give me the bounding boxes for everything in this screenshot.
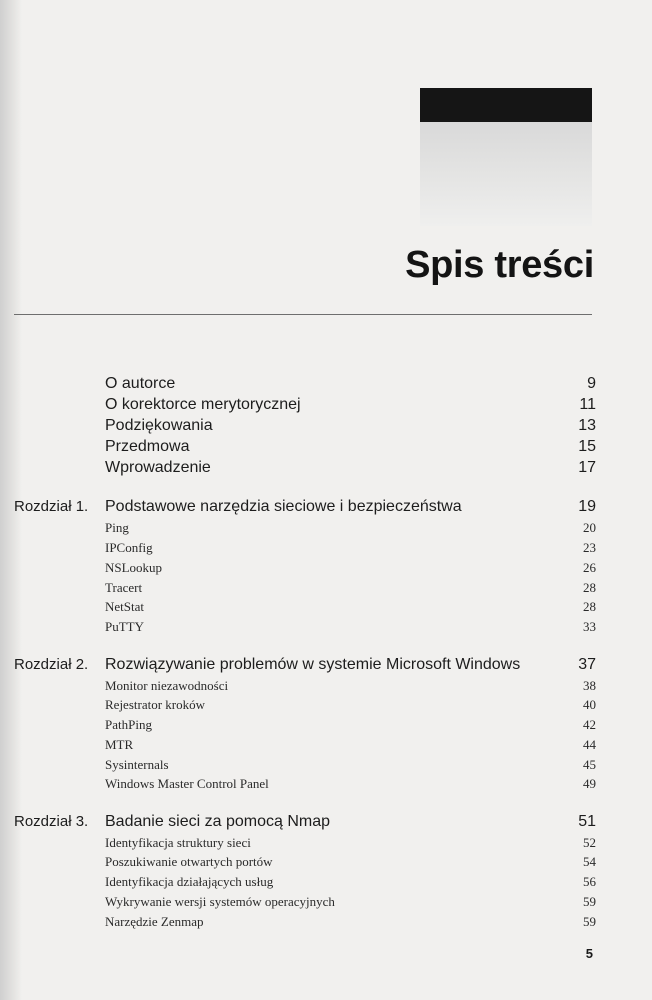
section-page: 42 (583, 717, 596, 732)
toc-entry-title: O korektorce merytorycznej (105, 396, 301, 413)
section-page: 38 (583, 678, 596, 693)
chapter-header-graphic (420, 88, 592, 226)
section-page: 40 (583, 697, 596, 712)
chapter-page: 51 (578, 813, 596, 830)
section-page: 54 (583, 854, 596, 869)
page-title: Spis treści (405, 244, 594, 286)
toc-chapter-3[interactable] (0, 812, 652, 834)
header-gray-fade (420, 122, 592, 226)
section-page: 20 (583, 520, 596, 535)
section-title: Monitor niezawodności (105, 678, 229, 693)
toc-section[interactable] (0, 598, 652, 620)
section-title: Rejestrator kroków (105, 697, 206, 712)
section-page: 26 (583, 560, 596, 575)
section-title: MTR (105, 737, 134, 752)
section-title: Identyfikacja działających usług (105, 874, 274, 889)
toc-entry-page: 11 (579, 396, 596, 413)
title-divider (14, 314, 592, 315)
toc-section[interactable] (0, 873, 652, 895)
section-page: 23 (583, 540, 596, 555)
toc-chapter-1[interactable] (0, 497, 652, 519)
header-black-bar (420, 88, 592, 122)
section-page: 33 (583, 619, 596, 634)
toc-entry-title: Podziękowania (105, 417, 213, 434)
toc-entry-title: Wprowadzenie (105, 459, 211, 476)
section-title: PathPing (105, 717, 152, 732)
section-title: Windows Master Control Panel (105, 776, 269, 791)
section-page: 45 (583, 757, 596, 772)
toc-section[interactable] (0, 539, 652, 561)
toc-entry-front[interactable] (0, 374, 652, 396)
toc-entry-title: Przedmowa (105, 438, 190, 455)
toc-section[interactable] (0, 559, 652, 581)
chapter-title: Badanie sieci za pomocą Nmap (105, 813, 331, 830)
section-page: 28 (583, 599, 596, 614)
chapter-label: Rozdział 1. (14, 498, 89, 515)
toc-section[interactable] (0, 736, 652, 758)
toc-section[interactable] (0, 716, 652, 738)
section-title: Poszukiwanie otwartych portów (105, 854, 273, 869)
section-page: 59 (583, 894, 596, 909)
section-page: 59 (583, 914, 596, 929)
section-title: Narzędzie Zenmap (105, 914, 204, 929)
toc-entry-front[interactable] (0, 395, 652, 417)
section-page: 44 (583, 737, 596, 752)
chapter-label: Rozdział 3. (14, 813, 89, 830)
toc-chapter-2[interactable] (0, 655, 652, 677)
chapter-page: 37 (578, 656, 596, 673)
chapter-label: Rozdział 2. (14, 656, 89, 673)
section-title: NSLookup (105, 560, 163, 575)
toc-entry-front[interactable] (0, 437, 652, 459)
section-title: NetStat (105, 599, 144, 614)
chapter-title: Podstawowe narzędzia sieciowe i bezpieczeństwa (105, 498, 462, 515)
toc-section[interactable] (0, 519, 652, 541)
page-number: 5 (585, 946, 593, 961)
section-title: PuTTY (105, 619, 144, 634)
section-title: Identyfikacja struktury sieci (105, 835, 251, 850)
section-title: Wykrywanie wersji systemów operacyjnych (105, 894, 335, 909)
section-title: Ping (105, 520, 129, 535)
chapter-title: Rozwiązywanie problemów w systemie Microsoft Windows (105, 656, 521, 673)
section-title: Tracert (105, 580, 143, 595)
toc-section[interactable] (0, 893, 652, 915)
section-page: 28 (583, 580, 596, 595)
section-page: 52 (583, 835, 596, 850)
toc-section[interactable] (0, 775, 652, 797)
toc-entry-front[interactable] (0, 458, 652, 480)
toc-section[interactable] (0, 913, 652, 935)
section-title: Sysinternals (105, 757, 169, 772)
toc-section[interactable] (0, 696, 652, 718)
toc-entry-page: 17 (578, 459, 596, 476)
chapter-page: 19 (578, 498, 596, 515)
section-page: 49 (583, 776, 596, 791)
section-page: 56 (583, 874, 596, 889)
section-title: IPConfig (105, 540, 153, 555)
toc-section[interactable] (0, 618, 652, 640)
toc-entry-page: 15 (578, 438, 596, 455)
toc-entry-title: O autorce (105, 375, 176, 392)
toc-entry-page: 13 (578, 417, 596, 434)
toc-entry-page: 9 (587, 375, 596, 392)
toc-entry-front[interactable] (0, 416, 652, 438)
toc-section[interactable] (0, 853, 652, 875)
